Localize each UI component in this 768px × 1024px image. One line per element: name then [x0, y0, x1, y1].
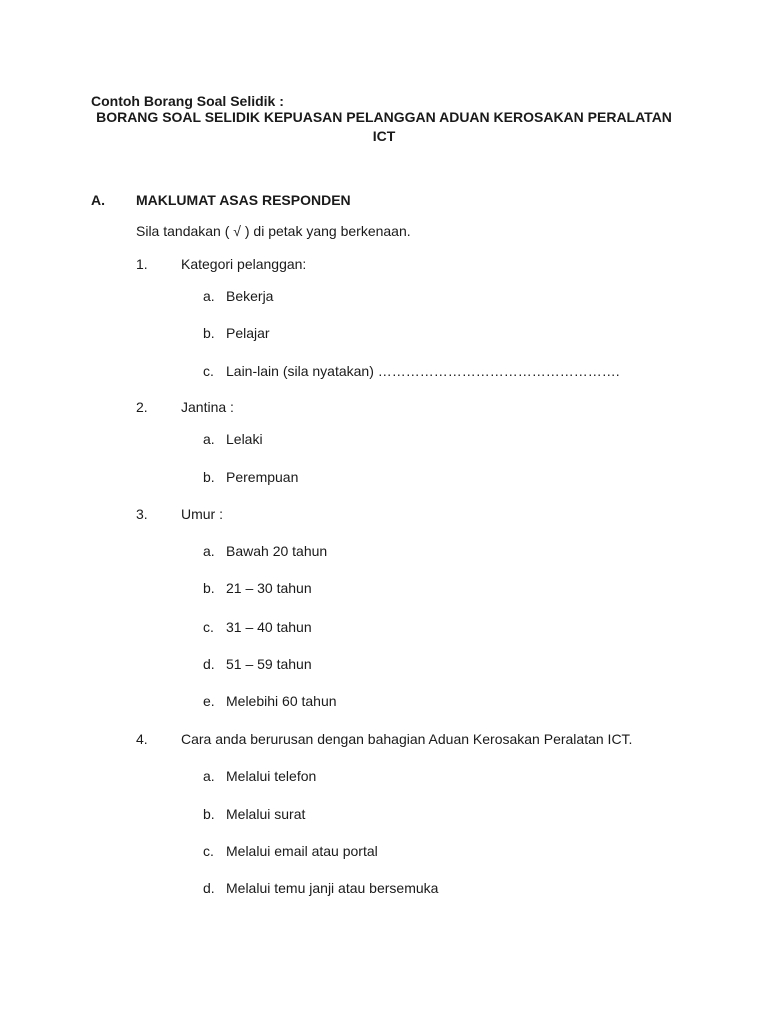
option-text: Pelajar	[226, 325, 270, 341]
option-text: Perempuan	[226, 469, 299, 485]
form-title-line2: ICT	[372, 128, 396, 144]
question-text: Jantina :	[181, 399, 234, 415]
option-label: d.	[203, 656, 215, 672]
option-label: b.	[203, 580, 215, 596]
option-text-with-blank: Lain-lain (sila nyatakan) …………………………………………….	[226, 363, 620, 379]
option-label: a.	[203, 288, 215, 304]
option-text: Bekerja	[226, 288, 274, 304]
option-label: c.	[203, 843, 214, 859]
section-instruction: Sila tandakan ( √ ) di petak yang berkenaan.	[136, 223, 411, 239]
option-text: Melalui surat	[226, 806, 306, 822]
option-text: 51 – 59 tahun	[226, 656, 312, 672]
section-letter: A.	[91, 192, 105, 208]
question-text: Kategori pelanggan:	[181, 256, 307, 272]
option-label: a.	[203, 768, 215, 784]
question-number: 3.	[136, 506, 148, 522]
question-number: 1.	[136, 256, 148, 272]
option-label: b.	[203, 325, 215, 341]
option-label: b.	[203, 806, 215, 822]
option-text: Melalui temu janji atau bersemuka	[226, 880, 439, 896]
section-title: MAKLUMAT ASAS RESPONDEN	[136, 192, 351, 208]
option-text: Bawah 20 tahun	[226, 543, 328, 559]
option-label: c.	[203, 363, 214, 379]
option-text: Melebihi 60 tahun	[226, 693, 337, 709]
form-title-line1: BORANG SOAL SELIDIK KEPUASAN PELANGGAN ADUAN KEROSAKAN PERALATAN	[96, 109, 672, 125]
question-text: Cara anda berurusan dengan bahagian Aduan Kerosakan Peralatan ICT.	[181, 731, 633, 747]
option-text: Melalui email atau portal	[226, 843, 378, 859]
option-label: e.	[203, 693, 215, 709]
option-label: d.	[203, 880, 215, 896]
question-text: Umur :	[181, 506, 223, 522]
option-label: a.	[203, 431, 215, 447]
intro-heading: Contoh Borang Soal Selidik :	[91, 93, 284, 109]
option-text: Melalui telefon	[226, 768, 317, 784]
question-number: 4.	[136, 731, 148, 747]
question-number: 2.	[136, 399, 148, 415]
option-label: b.	[203, 469, 215, 485]
option-text: 31 – 40 tahun	[226, 619, 312, 635]
option-text: 21 – 30 tahun	[226, 580, 312, 596]
option-label: a.	[203, 543, 215, 559]
option-label: c.	[203, 619, 214, 635]
option-text: Lelaki	[226, 431, 263, 447]
